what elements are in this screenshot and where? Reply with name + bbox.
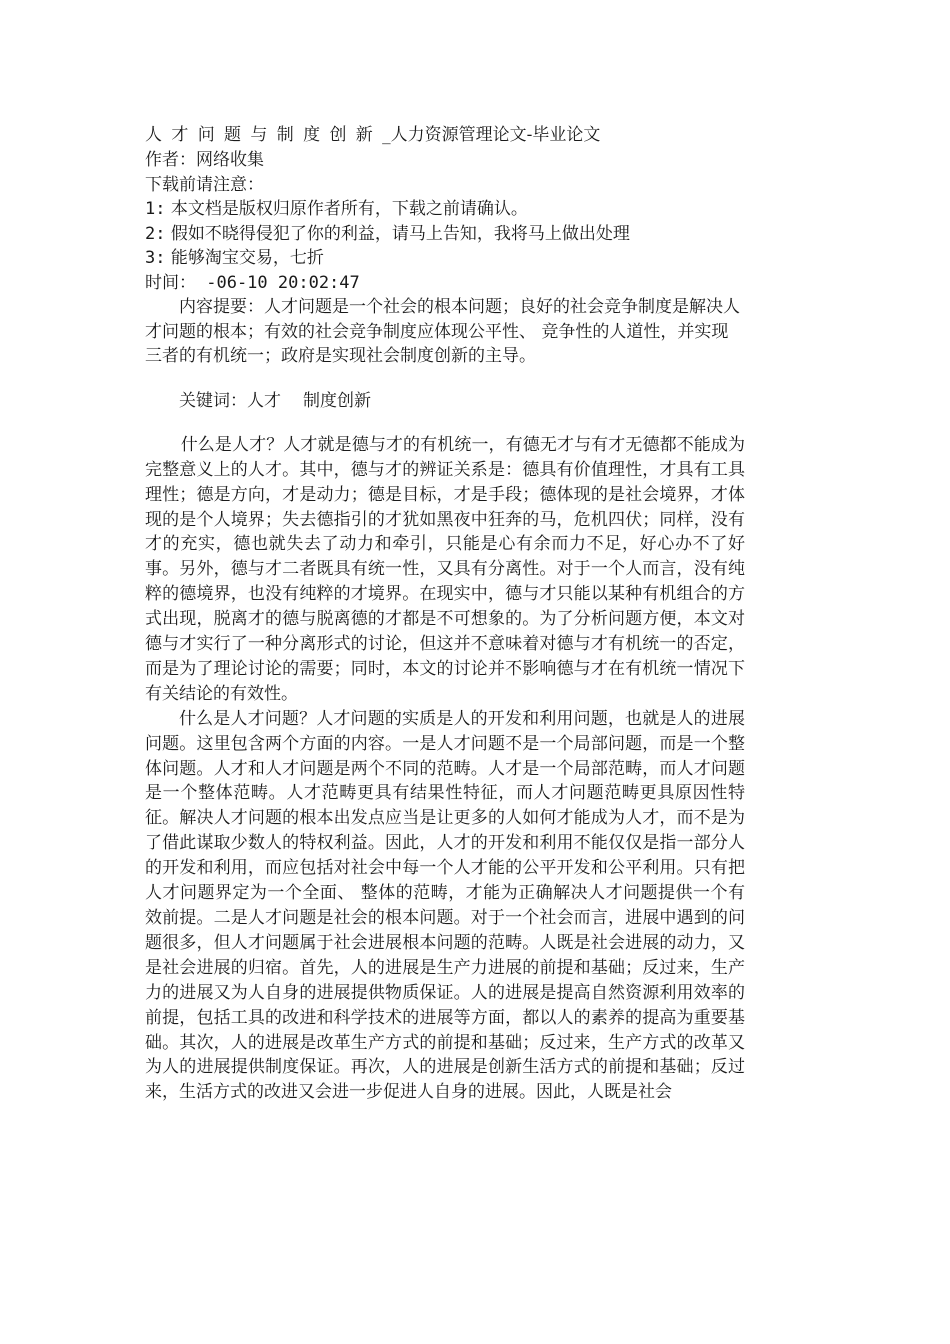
notice-number: 3: (145, 248, 166, 268)
title-suffix: _人力资源管理论文-毕业论文 (382, 125, 601, 145)
document-page (145, 122, 745, 1105)
notice-heading: 下载前请注意： (145, 174, 264, 195)
body-paragraph: 什么是人才？人才就是德与才的有机统一，有德无才与有才无德都不能成为完整意义上的人才。其中，德与才的辨证关系是：德具有价值理性，才具有工具理性；德是方向，才是动力；德是目标，才是手段；德体现的是社会境界，才体现的是个人境界；失去德指引的才犹如黑夜中狂奔的马，危机四伏；同样，没有才的充实，德也就失去了动力和牵引，只能是心有余而力不足，好心办不了好事。另外，德与才二者既具有统一性，又具有分离性。对于一个人而言，没有纯粹的德境界，也没有纯粹的才境界。在现实中，德与才只能以某种有机组合的方式出现，脱离才的德与脱离德的才都是不可想象的。为了分析问题方便，本文对德与才实行了一种分离形式的讨论，但这并不意味着对德与才有机统一的否定，而是为了理论讨论的需要；同时，本文的讨论并不影响德与才在有机统一情况下有关结论的有效性。 (145, 434, 745, 704)
notice-number: 2: (145, 223, 166, 244)
summary-paragraph: 内容提要：人才问题是一个社会的根本问题；良好的社会竞争制度是解决人才问题的根本；有效的社会竞争制度应体现公平性、 竞争性的人道性，并实现三者的有机统一；政府是实现社会制度创新的主导。 (145, 297, 740, 367)
keywords-value: 制度创新 (303, 390, 371, 411)
notice-text: 能够淘宝交易，七折 (170, 248, 324, 268)
notice-item (145, 222, 745, 247)
document-title (145, 122, 745, 148)
notice-item (145, 246, 745, 271)
author-line: 作者：网络收集 (145, 150, 264, 170)
title-main: 人才问题与制度创新 (145, 125, 383, 145)
notice-text: 假如不晓得侵犯了你的利益，请马上告知，我将马上做出处理 (170, 223, 630, 244)
keywords-label: 关键词：人才 (179, 390, 281, 411)
time-label: 时间： (145, 272, 196, 293)
notice-item (145, 197, 745, 222)
keywords-line (145, 389, 745, 413)
notice-text: 本文档是版权归原作者所有，下载之前请确认。 (170, 199, 528, 219)
body-paragraph: 什么是人才问题？人才问题的实质是人的开发和利用问题，也就是人的进展问题。这里包含两个方面的内容。一是人才问题不是一个局部问题，而是一个整体问题。人才和人才问题是两个不同的范畴。人才是一个局部范畴，而人才问题是一个整体范畴。人才范畴更具有结果性特征，而人才问题范畴更具原因性特征。解决人才问题的根本出发点应当是让更多的人如何才能成为人才，而不是为了借此谋取少数人的特权利益。因此，人才的开发和利用不能仅仅是指一部分人的开发和利用，而应包括对社会中每一个人才能的公平开发和公平利用。只有把人才问题界定为一个全面、 整体的范畴，才能为正确解决人才问题提供一个有效前提。二是人才问题是社会的根本问题。对于一个社会而言，进展中遇到的问题很多，但人才问题属于社会进展根本问题的范畴。人既是社会进展的动力，又是社会进展的归宿。首先，人的进展是生产力进展的前提和基础；反过来，生产力的进展又为人自身的进展提供物质保证。人的进展是提高自然资源利用效率的前提，包括工具的改进和科学技术的进展等方面，都以人的素养的提高为重要基础。其次，人的进展是改革生产方式的前提和基础；反过来，生产方式的改革又为人的进展提供制度保证。再次，人的进展是创新生活方式的前提和基础；反过来，生活方式的改进又会进一步促进人自身的进展。因此，人既是社会 (145, 708, 745, 1103)
time-line (145, 271, 745, 296)
time-value: -06-10 20:02:47 (196, 272, 360, 293)
notice-number: 1: (145, 199, 166, 219)
